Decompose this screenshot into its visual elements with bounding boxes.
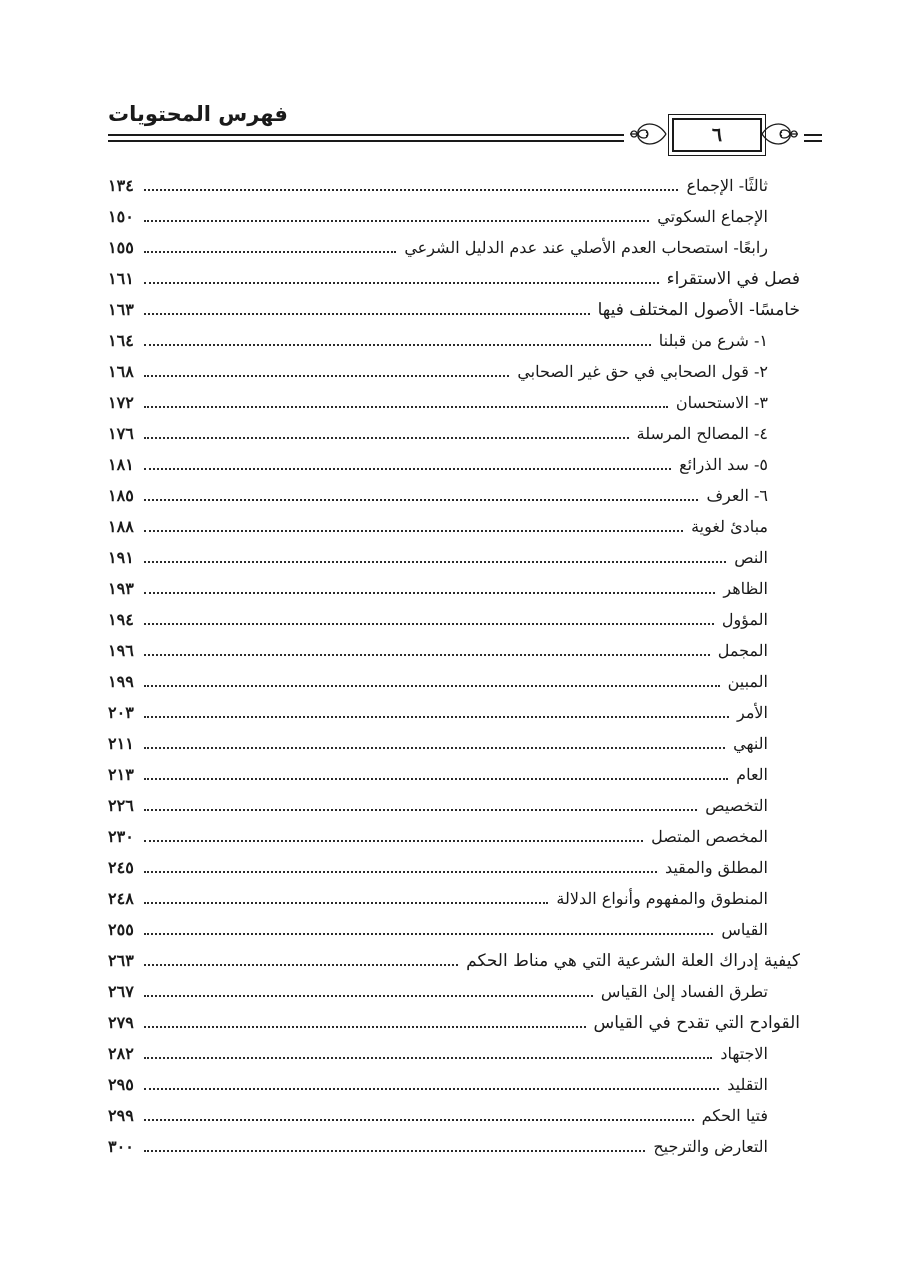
toc-entry-page: ١٥٥ <box>108 238 142 257</box>
dot-leader <box>144 1026 586 1028</box>
toc-entry-title: رابعًا- استصحاب العدم الأصلي عند عدم الدليل الشرعي <box>398 238 768 257</box>
toc-entry <box>108 759 800 790</box>
dot-leader <box>144 933 713 935</box>
dot-leader <box>144 964 458 966</box>
toc-entry-title: المؤول <box>716 610 768 629</box>
toc-entry <box>108 232 800 263</box>
toc-entry-title: ٥- سد الذرائع <box>673 455 768 474</box>
toc-entry-page: ١٩٦ <box>108 641 142 660</box>
toc-entry <box>108 449 800 480</box>
toc-entry-page: ٢٠٣ <box>108 703 142 722</box>
toc-entry-page: ١٨٥ <box>108 486 142 505</box>
header-tick <box>804 140 822 142</box>
dot-leader <box>144 561 726 563</box>
dot-leader <box>144 189 678 191</box>
header-tick <box>804 134 822 136</box>
dot-leader <box>144 468 671 470</box>
toc-entry-title: النهي <box>727 734 768 753</box>
dot-leader <box>144 654 710 656</box>
toc-entry-title: المنطوق والمفهوم وأنواع الدلالة <box>550 889 768 908</box>
toc-entry <box>108 201 800 232</box>
toc-entry-page: ٢١١ <box>108 734 142 753</box>
dot-leader <box>144 995 593 997</box>
dot-leader <box>144 220 649 222</box>
dot-leader <box>144 871 657 873</box>
dot-leader <box>144 685 720 687</box>
toc-entry-title: فتيا الحكم <box>696 1106 768 1125</box>
toc-entry <box>108 976 800 1007</box>
dot-leader <box>144 1119 694 1121</box>
toc-entry <box>108 480 800 511</box>
toc-entry <box>108 1069 800 1100</box>
dot-leader <box>144 437 629 439</box>
toc-entry-page: ١٧٢ <box>108 393 142 412</box>
toc-entry-title: تطرق الفساد إلىٰ القياس <box>595 982 768 1001</box>
toc-entry <box>108 635 800 666</box>
dot-leader <box>144 344 651 346</box>
toc-entry-title: ٢- قول الصحابي في حق غير الصحابي <box>511 362 768 381</box>
toc-entry-title: التعارض والترجيح <box>647 1137 768 1156</box>
dot-leader <box>144 375 509 377</box>
toc-entry-page: ١٩١ <box>108 548 142 567</box>
toc-entry <box>108 418 800 449</box>
toc-entry-page: ٢٨٢ <box>108 1044 142 1063</box>
toc-entry <box>108 604 800 635</box>
toc-entry <box>108 790 800 821</box>
dot-leader <box>144 251 396 253</box>
toc-entry-title: المبين <box>722 672 768 691</box>
table-of-contents <box>108 170 800 1162</box>
header-rule <box>108 134 624 136</box>
dot-leader <box>144 592 715 594</box>
dot-leader <box>144 499 698 501</box>
toc-entry-title: العام <box>730 765 768 784</box>
toc-entry <box>108 387 800 418</box>
toc-entry-title: الظاهر <box>717 579 768 598</box>
page-number-ornament <box>628 114 800 156</box>
toc-entry-page: ١٨٨ <box>108 517 142 536</box>
toc-entry-page: ٢٢٦ <box>108 796 142 815</box>
toc-entry <box>108 1100 800 1131</box>
toc-entry-page: ٢٤٨ <box>108 889 142 908</box>
toc-entry-page: ٢٦٧ <box>108 982 142 1001</box>
header-rule <box>108 140 624 142</box>
toc-entry <box>108 728 800 759</box>
toc-entry-title: ٦- العرف <box>700 486 768 505</box>
toc-entry-page: ٢٩٩ <box>108 1106 142 1125</box>
dot-leader <box>144 530 683 532</box>
dot-leader <box>144 778 728 780</box>
toc-entry <box>108 697 800 728</box>
flourish-right-icon <box>760 116 800 152</box>
toc-entry-title: التخصيص <box>699 796 768 815</box>
toc-entry <box>108 511 800 542</box>
toc-entry-title: المجمل <box>712 641 768 660</box>
dot-leader <box>144 1150 645 1152</box>
toc-entry-title: الاجتهاد <box>714 1044 768 1063</box>
toc-entry <box>108 170 800 201</box>
toc-entry-page: ٢٦٣ <box>108 951 142 970</box>
dot-leader <box>144 313 590 315</box>
toc-entry-title: خامسًا- الأصول المختلف فيها <box>592 300 800 320</box>
toc-entry-page: ١٩٩ <box>108 672 142 691</box>
toc-entry-page: ١٧٦ <box>108 424 142 443</box>
toc-entry <box>108 1038 800 1069</box>
dot-leader <box>144 840 643 842</box>
dot-leader <box>144 747 725 749</box>
toc-entry <box>108 325 800 356</box>
toc-entry-page: ٣٠٠ <box>108 1137 142 1156</box>
toc-entry-page: ١٦٣ <box>108 300 142 319</box>
toc-entry <box>108 852 800 883</box>
dot-leader <box>144 809 697 811</box>
toc-entry-page: ٢٣٠ <box>108 827 142 846</box>
dot-leader <box>144 1088 719 1090</box>
toc-entry <box>108 356 800 387</box>
dot-leader <box>144 902 548 904</box>
toc-entry-title: الأمر <box>731 703 768 722</box>
toc-entry <box>108 542 800 573</box>
dot-leader <box>144 1057 712 1059</box>
page-title: فهرس المحتويات <box>108 102 288 126</box>
toc-entry-page: ٢٧٩ <box>108 1013 142 1032</box>
toc-entry-page: ١٣٤ <box>108 176 142 195</box>
toc-entry-title: النص <box>728 548 768 567</box>
toc-entry <box>108 666 800 697</box>
toc-entry-title: مبادئ لغوية <box>685 517 768 536</box>
toc-entry <box>108 945 800 976</box>
toc-entry <box>108 883 800 914</box>
toc-entry-page: ١٩٣ <box>108 579 142 598</box>
toc-entry <box>108 1131 800 1162</box>
page-number-box: ٦ <box>672 118 762 152</box>
toc-entry-title: المطلق والمقيد <box>659 858 768 877</box>
toc-entry-page: ٢٩٥ <box>108 1075 142 1094</box>
toc-entry <box>108 914 800 945</box>
toc-entry-title: ثالثًا- الإجماع <box>680 176 768 195</box>
toc-entry-page: ١٦٤ <box>108 331 142 350</box>
toc-entry-page: ١٥٠ <box>108 207 142 226</box>
toc-entry-page: ٢٤٥ <box>108 858 142 877</box>
dot-leader <box>144 716 729 718</box>
toc-entry-title: القوادح التي تقدح في القياس <box>588 1013 800 1033</box>
toc-entry <box>108 294 800 325</box>
toc-entry-title: ١- شرع من قبلنا <box>653 331 768 350</box>
dot-leader <box>144 623 714 625</box>
toc-entry <box>108 263 800 294</box>
flourish-left-icon <box>628 116 668 152</box>
toc-entry-page: ١٦٨ <box>108 362 142 381</box>
toc-entry-title: الإجماع السكوتي <box>651 207 768 226</box>
toc-entry-page: ١٩٤ <box>108 610 142 629</box>
toc-entry-title: كيفية إدراك العلة الشرعية التي هي مناط الحكم <box>460 951 800 971</box>
toc-entry-title: التقليد <box>721 1075 768 1094</box>
toc-entry-title: ٣- الاستحسان <box>670 393 768 412</box>
toc-entry-page: ١٨١ <box>108 455 142 474</box>
toc-entry-page: ٢١٣ <box>108 765 142 784</box>
toc-entry-title: المخصص المتصل <box>645 827 768 846</box>
toc-entry <box>108 1007 800 1038</box>
dot-leader <box>144 406 668 408</box>
dot-leader <box>144 282 659 284</box>
toc-entry-title: ٤- المصالح المرسلة <box>631 424 768 443</box>
page-header <box>108 96 798 156</box>
toc-entry <box>108 573 800 604</box>
toc-entry-page: ١٦١ <box>108 269 142 288</box>
toc-entry <box>108 821 800 852</box>
toc-entry-page: ٢٥٥ <box>108 920 142 939</box>
toc-entry-title: القياس <box>715 920 768 939</box>
toc-entry-title: فصل في الاستقراء <box>661 269 800 289</box>
